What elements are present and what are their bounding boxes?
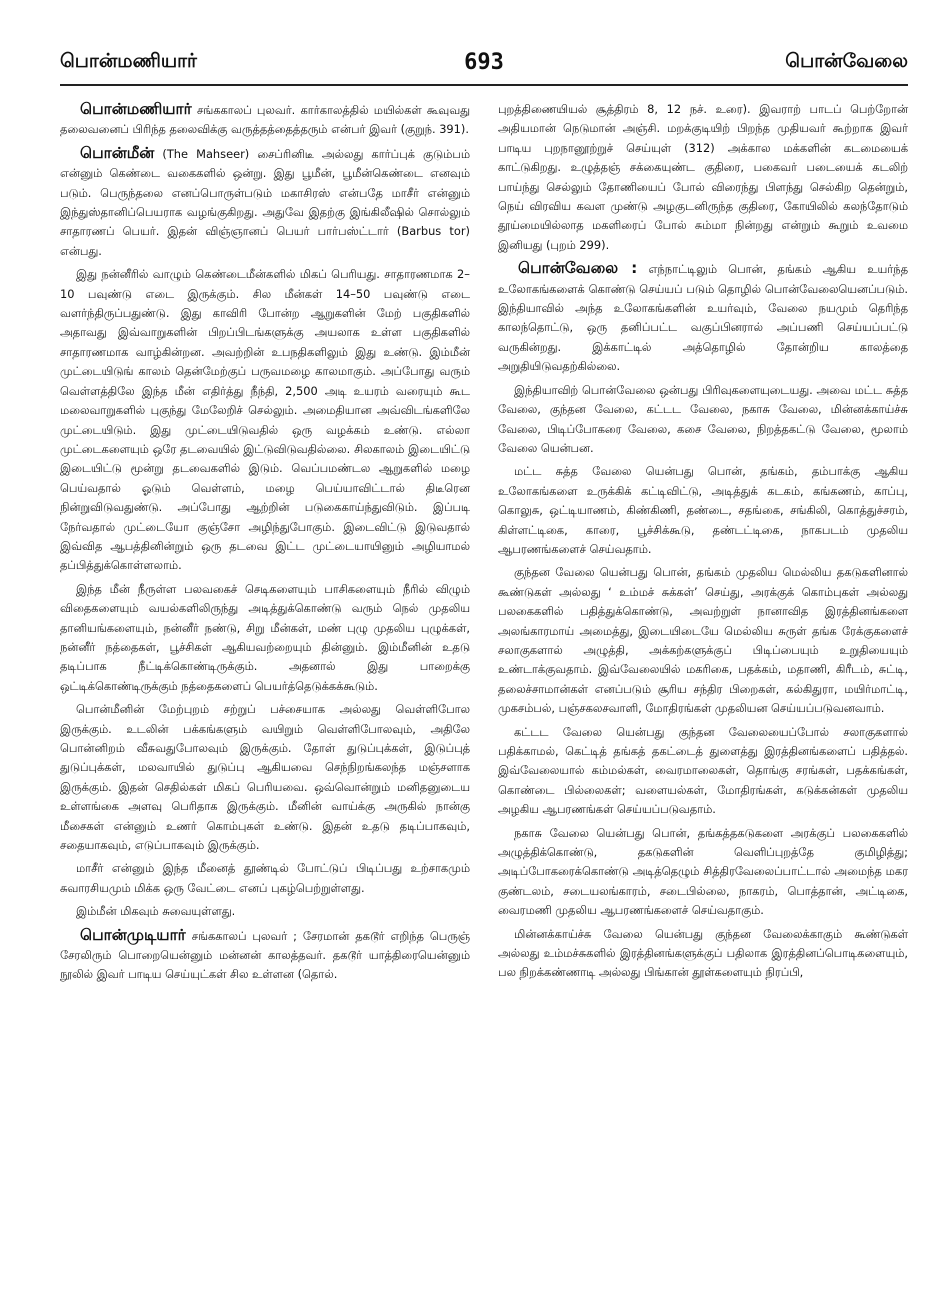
headword: பொன்முடியார்: [80, 925, 186, 944]
paragraph-text: குந்தன வேலை யென்பது பொன், தங்கம் முதலிய மெல்லிய தகடுகளினால் கூண்டுகள் அல்லது ‘ உம்மச் சுக்கள்’ செய்து, அரக்குக் கொம்புகள் அல்லது பலகைகளில் பதித்துக்கொண்டு, அவற்றுள் நானாவித இரத்தினங்களை அலங்காரமாய் அமைத்து, இடையிடையே மெல்லிய சுருள் தங்க ரேக்குகளைச் சலாகுகளால் அழுத்தி, அக்கற்களுக்குப் பிடிப்பையும் உறுதியையும் உண்டாக்குவதாம். இவ்வேலையில் மகரிகை, பதக்கம், மதாணி, கிரீடம், சுட்டி, தலைச்சாமான்கள் எனப்படும் சூரிய சந்திர பிறைகள், கல்கிதுரா, மயிர்மாட்டி, முகசம்பல், பஞ்சகலசவாளி, மோதிரங்கள் முதலியன செய்யப்படுவனவாம்.: [498, 565, 908, 716]
left-column: [60, 100, 470, 989]
entry-ponmudiyar: [60, 926, 470, 985]
paragraph-continued: [498, 100, 908, 255]
paragraph: [498, 723, 908, 820]
header-right-word: பொன்வேலை: [785, 50, 908, 72]
paragraph-text: மின்னக்காய்ச்சு வேலை யென்பது குந்தன வேலைக்காகும் கூண்டுகள் அல்லது உம்மச்சுகளில் இரத்தினங்களுக்குப் பதிலாக இரத்தினப்பொடிகளையும், பல நிறக்கண்ணாடி அல்லது பிங்கான் தூள்களையும் நிரப்பி,: [498, 926, 908, 980]
paragraph-text: சங்ககாலப் புலவர். கார்காலத்தில் மயில்கள் கூவுவது தலைவனைப் பிரிந்த தலைவிக்கு வருத்தத்தைத்தரும் என்பர் இவர் (குறுந். 391).: [60, 103, 470, 137]
paragraph: [60, 265, 470, 576]
headword: பொன்மீன்: [80, 143, 155, 162]
paragraph-text: புறத்திணையியல் சூத்திரம் 8, 12 நச். உரை). இவராற் பாடப் பெற்றோன் அதியமான் நெடுமான் அஞ்சி. மறக்குடியிற் பிறந்த முதியவர் கூற்றாக இவர் பாடிய புறநானூற்றுச் செய்யுள் (312) அக்கால மக்களின் கடமையைக் காட்டுகிறது. உழுத்தஞ் சக்கையுண்ட குதிரை, பகைவர் படையைக் கடலிற் பாய்ந்து செல்லும் தோணியைப் போல் விரைந்து பிளந்து செல்கிற தென்றும், நெய் விரவிய கவள முண்டு அழகுடனிருந்த குதிரை, கோயிலில் கலந்தோடும் தூய்மையில்லாத மகளிரைப் போல் சும்மா நின்றது என்றும் கூறும் உவமை இனியது (புறம் 299).: [498, 102, 908, 252]
text-columns: [60, 100, 908, 989]
entry-ponmeen: [60, 144, 470, 261]
paragraph-text: இம்மீன் மிகவும் சுவையுள்ளது.: [76, 904, 236, 919]
paragraph: [60, 902, 470, 921]
paragraph: [498, 925, 908, 983]
paragraph-text: இந்த மீன் நீருள்ள பலவகைச் செடிகளையும் பாசிகளையும் நீரில் விழும் விதைகளையும் வயல்களிலிருந்து அடித்துக்கொண்டு வரும் நெல் முதலிய தானியங்களையும், நன்னீர் நண்டு, சிறு மீன்கள், மண் புழு முதலிய புழுக்கள், நன்னீர் நத்தைகள், பூச்சிகள் ஆகியவற்றையும் தின்னும். இம்மீனின் உதடு தடிப்பாக நீட்டிக்கொண்டிருக்கும். அதனால் இது பாறைக்கு ஒட்டிக்கொண்டிருக்கும் நத்தைகளைப் பெயர்த்தெடுக்கக்கூடும்.: [60, 581, 470, 693]
paragraph-text: (The Mahseer) சைப்ரினிடீ அல்லது கார்ப்புக் குடும்பம் என்னும் கெண்டை வகைகளில் ஒன்று. இது பூமீன், பூமீன்கெண்டை எனவும் படும். பெருந்தலை எனப்பொருள்படும் மகாசிரஸ் என்பதே மாசீர் என்னும் இந்துஸ்தானிப்பெயராக வழங்குகிறது. அதுவே இதற்கு இங்கிலீஷில் சொல்லும் சாதாரணப் பெயர். இதன் விஞ்ஞானப் பெயர் பார்பஸ்ட்டார் (Barbus tor) என்பது.: [60, 146, 470, 258]
running-header: [60, 44, 908, 86]
paragraph-text: மாசீர் என்னும் இந்த மீனைத் தூண்டில் போட்டுப் பிடிப்பது உற்சாகமும் சுவாரசியமும் மிக்க ஒரு வேட்டை எனப் புகழ்பெற்றுள்ளது.: [60, 861, 470, 895]
paragraph-text: நகாசு வேலை யென்பது பொன், தங்கத்தகடுகளை அரக்குப் பலகைகளில் அழுத்திக்கொண்டு, தகடுகளின் வெளிப்புறத்தே குமிழித்து; அடிப்போகரைக்கொண்டு அடித்தெழும் சித்திரவேலைப்பாட்டால் அமைந்த மகர குண்டலம், சடையலங்காரம், சடைபில்லை, நாகரம், பொத்தான், அட்டிகை, வைரமணி முதலிய ஆபரணங்களைச் செய்வதாகும்.: [498, 825, 908, 918]
paragraph-text: எந்நாட்டிலும் பொன், தங்கம் ஆகிய உயர்ந்த உலோகங்களைக் கொண்டு செய்யப் படும் தொழில் பொன்வேலையெனப்படும். இந்தியாவில் அந்த உலோகங்களின் உயர்வும், வேலை நயமும் தெரிந்த காலந்தொட்டு, ஒரு தனிப்பட்ட வகுப்பினரால் அப்பணி செய்யப்பட்டு வருகின்றது. இக்காட்டில் அத்தொழில் தோன்றிய காலத்தை அறுதியிடுவதற்கில்லை.: [498, 262, 908, 374]
paragraph: [498, 462, 908, 559]
paragraph: [498, 381, 908, 459]
entry-ponvelai: [498, 259, 908, 376]
paragraph-text: சங்ககாலப் புலவர் ; சேரமான் தகடூர் எறிந்த பெருஞ் சேரலிரும் பொறையென்னும் மன்னன் காலத்தவர். தகடூர் யாத்திரையென்னும் நூலில் இவர் பாடிய செய்யுட்கள் சில உள்ளன (தொல்.: [60, 928, 470, 982]
headword: பொன்வேலை :: [518, 259, 638, 278]
paragraph: [60, 859, 470, 898]
paragraph-text: இந்தியாவிற் பொன்வேலை ஒன்பது பிரிவுகளையுடையது. அவை மட்ட சுத்த வேலை, குந்தன வேலை, கட்டட வேலை, நகாசு வேலை, மின்னக்காய்ச்சு வேலை, பிடிப்போகரை வேலை, கசை வேலை, நிறத்தகட்டு வேலை, மூலாம் வேலை யென்பன.: [498, 382, 908, 455]
right-column: [498, 100, 908, 989]
paragraph: [60, 580, 470, 696]
paragraph: [498, 824, 908, 921]
entry-ponmaniyar: [60, 100, 470, 140]
paragraph-text: பொன்மீனின் மேற்புறம் சற்றுப் பச்சையாக அல்லது வெள்ளிபோல இருக்கும். உடலின் பக்கங்களும் வயிறும் வெள்ளிபோலவும், அதிலே பொன்னிறம் வீசுவதுபோலவும் இருக்கும். தோள் துடுப்புக்கள், இடுப்புத் துடுப்புக்கள், மலவாயில் துடுப்பு ஆகியவை செந்நிறங்கலந்த மஞ்சளாக இருக்கும். இதன் செதில்கள் மிகப் பெரியவை. ஒவ்வொன்றும் மனிதனுடைய உள்ளங்கை அளவு பெரிதாக இருக்கும். மீனின் வாய்க்கு அருகில் நான்கு மீசைகள் என்னும் உணர் கொம்புகள் உண்டு. இதன் உதடு தடிப்பாகவும், சதையாகவும், எடுப்பாகவும் இருக்கும்.: [60, 702, 470, 853]
paragraph: [60, 700, 470, 855]
paragraph-text: மட்ட சுத்த வேலை யென்பது பொன், தங்கம், தம்பாக்கு ஆகிய உலோகங்களை உருக்கிக் கட்டிவிட்டு, அடித்துக் கடகம், கங்கணம், காப்பு, கொலுசு, ஒட்டியாணம், கிண்கிணி, தண்டை, சதங்கை, சங்கிலி, கொத்துச்சரம், கிள்ளட்டிகை, காரை, பூச்சிக்கூடு, தண்டட்டிகை, நாகபடம் முதலிய ஆபரணங்களைச் செய்வதாம்.: [498, 464, 908, 556]
header-left-word: பொன்மணியார்: [60, 50, 197, 72]
paragraph: [498, 563, 908, 718]
page-number: 693: [464, 50, 504, 75]
paragraph-text: கட்டட வேலை யென்பது குந்தன வேலையைப்போல் சலாகுகளால் பதிக்காமல், கெட்டித் தங்கத் தகட்டைத் துளைத்து இரத்தினங்களைப் பதித்தல். இவ்வேலையால் கம்மல்கள், வைரமாலைகள், தொங்கு சரங்கள், பதக்கங்கள், கொண்டை பில்லைகள்; வளையல்கள், மோதிரங்கள், கடுக்கன்கள் முதலிய அழகிய ஆபரணங்கள் செய்யப்படுவதாம்.: [498, 724, 908, 817]
headword: பொன்மணியார்: [80, 100, 192, 118]
paragraph-text: இது நன்னீரில் வாழும் கெண்டைமீன்களில் மிகப் பெரியது. சாதாரணமாக 2–10 பவுண்டு எடை இருக்கும். சில மீன்கள் 14–50 பவுண்டு எடை வளர்ந்திருப்பதுண்டு. இது காவிரி போன்ற ஆறுகளின் மேற் பகுதிகளில் அதாவது இவ்வாறுகளின் பிறப்பிடங்களுக்கு அயலாக உள்ள பகுதிகளில் சாதாரணமாக வாழ்கின்றன. அவற்றின் உபநதிகளிலும் இது உண்டு. இம்மீன் முட்டையிடுங் காலம் தென்மேற்குப் பருவமழை காலமாகும். அப்போது வரும் வெள்ளத்திலே இந்த மீன் எதிர்த்து நீந்தி, 2,500 அடி உயரம் வரையும் கூட மலைவாறுகளில் புகுந்து மேலேறிச் செல்லும். அமைதியான அவ்விடங்களிலே முட்டையிடும். இது முட்டையிடுவதில் ஒரு வழக்கம் உண்டு. எல்லா முட்டைகளையும் ஒரே தடவையில் இட்டுவிடுவதில்லை. சிலகாலம் இடையிட்டு இடையிட்டு மூன்று தடவைகளில் இடும். வெப்பமண்டல ஆறுகளில் மழை பெய்வதால் ஓடும் வெள்ளம், மழை பெய்யாவிட்டால் திடீரென நின்றுவிடுவதுண்டு. அப்போது ஆற்றின் படுகைகாய்ந்துவிடும். இப்படி நேர்வதால் முட்டையோ குஞ்சோ அழிந்துபோகும். இடைவிட்டு இடுவதால் இவ்வித ஆபத்தினின்றும் ஒரு தடவை இட்ட முட்டையாயினும் அழியாமல் தப்பித்துக்கொள்ளலாம்.: [60, 267, 470, 573]
